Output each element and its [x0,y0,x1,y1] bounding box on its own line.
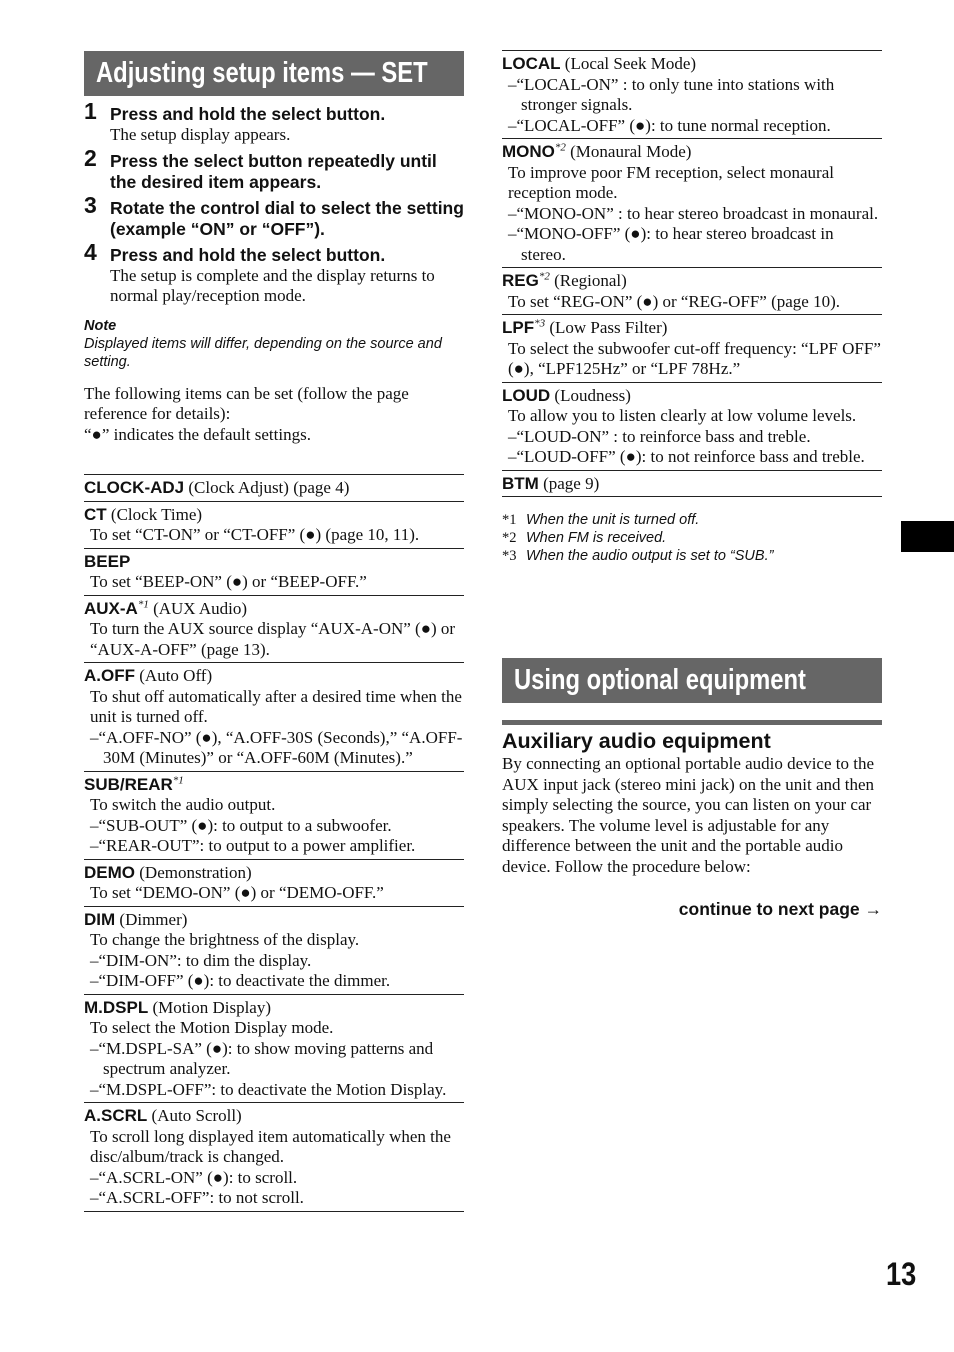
entry-header [502,54,882,75]
option-line: –“M.DSPL-OFF”: to deactivate the Motion Display. [90,1079,447,1099]
setting-entry [84,502,464,549]
entry-header [84,599,464,620]
entry-header [84,775,464,796]
step-item [84,98,464,145]
setting-entry [84,907,464,995]
footnote-ref: *3 [534,317,546,330]
entry-header [84,910,464,931]
explanation-line: To allow you to listen clearly at low volume levels. [508,406,857,425]
step-heading: Press the select button repeatedly until the desired item appears. [110,151,437,192]
option-line: –“MONO-OFF” (●): to hear stereo broadcast in stereo. [508,224,834,264]
setting-entry [502,51,882,139]
step-item [84,192,464,239]
setting-name: DIM [84,909,116,929]
explanation-line: To select the subwoofer cut-off frequency: “LPF OFF” (●), “LPF125Hz” or “LPF 78Hz.” [508,338,881,378]
footnote-mark: *2 [502,530,517,546]
right-column [502,50,882,565]
setting-description: (Loudness) [550,385,631,405]
option-line: –“LOCAL-OFF” (●): to tune normal reception. [508,115,831,135]
option-line: –“LOUD-ON” : to reinforce bass and treble. [508,426,811,446]
setting-name: REG [502,271,539,290]
explanation-line: To turn the AUX source display “AUX-A-ON” (●) or “AUX-A-OFF” (page 13). [90,619,456,659]
step-heading: Press and hold the select button. [110,245,386,265]
setting-description: (Monaural Mode) [565,142,692,161]
footnote-mark: *3 [502,548,517,564]
entry-header [502,142,882,163]
step-number: 2 [84,145,97,171]
option-line: –“SUB-OUT” (●): to output to a subwoofer. [90,815,392,835]
footnote-ref: *1 [172,773,184,786]
page-number: 13 [886,1256,917,1292]
explanation-line: To scroll long displayed item automatically when the disc/album/track is changed. [90,1126,451,1166]
continue-next-page: continue to next page → [678,899,882,919]
step-heading: Press and hold the select button. [110,104,386,124]
entry-header [502,386,882,407]
entry-header [502,271,882,292]
setting-description: (AUX Audio) [148,598,248,618]
footnote-mark: *1 [502,512,517,528]
note-text: Displayed items will differ, depending on the source and setting. [84,335,442,370]
explanation-line: To set “CT-ON” or “CT-OFF” (●) (page 10, 11). [90,525,420,544]
footnote [502,547,882,565]
setting-entry [502,471,882,497]
entry-header [84,863,464,884]
explanation-line: To shut off automatically after a desired time when the unit is turned off. [90,686,462,726]
section-title-bar [502,658,882,703]
setting-name: CLOCK-ADJ [84,478,185,497]
footnote-ref: *2 [538,270,550,283]
explanation-line: To improve poor FM reception, select monaural reception mode. [508,162,834,202]
setting-entry [502,268,882,315]
setting-description: (Motion Display) [148,997,272,1017]
entry-header [502,318,882,339]
note-heading: Note [84,317,117,334]
setting-name: M.DSPL [84,997,149,1017]
setting-name: LPF [502,318,535,337]
step-number: 1 [84,98,97,124]
aux-paragraph: By connecting an optional portable audio device to the AUX input jack (stereo mini jack) on the unit and then simply selecting the source, you can listen on your car speakers. The volume level is adjustable for any difference between the unit and the portable audio device. Follow the procedure below: [502,754,875,876]
setting-entry [502,315,882,383]
step-number: 4 [84,239,97,265]
setting-description: (Auto Scroll) [147,1106,242,1125]
explanation-line: To set “BEEP-ON” (●) or “BEEP-OFF.” [90,572,367,591]
side-tab-marker [901,521,954,552]
intro-text: The following items can be set (follow the page reference for details): [84,383,409,423]
step-item [84,239,464,307]
explanation-line: To change the brightness of the display. [90,930,360,949]
section-title-bar [84,51,464,96]
setting-description: (Regional) [549,271,627,290]
option-line: –“MONO-ON” : to hear stereo broadcast in monaural. [508,203,879,223]
setting-description: (Low Pass Filter) [545,318,668,337]
footnotes [502,511,882,565]
setting-description: (Clock Adjust) (page 4) [184,478,350,497]
option-line: –“REAR-OUT”: to output to a power amplifier. [90,836,416,855]
entry-header [84,552,464,573]
setting-entry [84,772,464,860]
footnote [502,511,882,529]
setting-entry [502,383,882,471]
setting-name: DEMO [84,862,135,882]
setting-name: BTM [502,473,539,493]
footnote-text: When the audio output is set to “SUB.” [526,548,774,564]
left-column [84,51,464,445]
setting-entry [84,663,464,772]
setting-name: SUB/REAR [84,774,173,794]
step-heading: Rotate the control dial to select the setting (example “ON” or “OFF”). [110,198,464,239]
steps-list [84,98,464,307]
setting-entry [84,596,464,664]
setting-name: A.OFF [84,666,135,685]
explanation-line: To select the Motion Display mode. [90,1018,334,1037]
explanation-line: To set “DEMO-ON” (●) or “DEMO-OFF.” [90,883,384,902]
setting-entry [84,995,464,1104]
explanation-line: To set “REG-ON” (●) or “REG-OFF” (page 10). [508,291,840,311]
setting-entry [84,860,464,907]
option-line: –“LOCAL-ON” : to only tune into stations with stronger signals. [508,74,835,114]
option-line: –“A.SCRL-OFF”: to not scroll. [90,1188,304,1207]
option-line: –“DIM-OFF” (●): to deactivate the dimmer. [90,971,391,990]
setting-name: LOUD [502,385,551,405]
default-hint: “●” indicates the default settings. [84,424,311,444]
footnote-text: When the unit is turned off. [526,512,700,528]
step-number: 3 [84,192,97,218]
step-body: The setup display appears. [110,124,291,144]
optional-equipment-section [502,658,882,920]
option-line: –“M.DSPL-SA” (●): to show moving patterns and spectrum analyzer. [90,1038,434,1078]
footnote-ref: *1 [137,597,149,610]
footnote [502,529,882,547]
subheading: Auxiliary audio equipment [502,729,771,753]
option-line: –“A.OFF-NO” (●), “A.OFF-30S (Seconds),” “A.OFF-30M (Minutes)” or “A.OFF-60M (Minutes).” [90,727,463,767]
setting-name: AUX-A [84,598,138,618]
option-line: –“LOUD-OFF” (●): to not reinforce bass and treble. [508,447,865,466]
entry-header [84,998,464,1019]
section-title: Using optional equipment [514,664,806,696]
footnote-ref: *2 [554,141,566,154]
setting-entry [84,549,464,596]
setting-description: (Clock Time) [106,504,203,524]
option-line: –“DIM-ON”: to dim the display. [90,950,312,970]
entry-header [84,1106,464,1127]
setting-description: (Dimmer) [115,909,188,929]
setting-description: (Demonstration) [135,862,252,882]
footnote-text: When FM is received. [526,530,667,546]
setting-description: (Local Seek Mode) [560,54,697,73]
setting-name: BEEP [84,551,131,571]
entry-header [84,666,464,687]
setting-name: A.SCRL [84,1106,148,1125]
step-item [84,145,464,192]
setting-description: (page 9) [538,473,600,493]
setting-name: LOCAL [502,54,561,73]
entry-header [84,478,464,499]
setting-name: MONO [502,142,555,161]
setting-entry [502,139,882,268]
settings-table-left [84,474,464,1212]
explanation-line: To switch the audio output. [90,795,276,814]
section-title: Adjusting setup items — SET [96,57,428,89]
settings-table-right [502,50,882,497]
entry-header [84,505,464,526]
setting-name: CT [84,504,107,524]
setting-entry [84,1103,464,1211]
option-line: –“A.SCRL-ON” (●): to scroll. [90,1167,298,1187]
entry-header [502,474,882,495]
setting-entry [84,475,464,502]
setting-description: (Auto Off) [135,666,213,685]
step-body: The setup is complete and the display returns to normal play/reception mode. [110,265,435,305]
subsection-rule [502,720,882,725]
